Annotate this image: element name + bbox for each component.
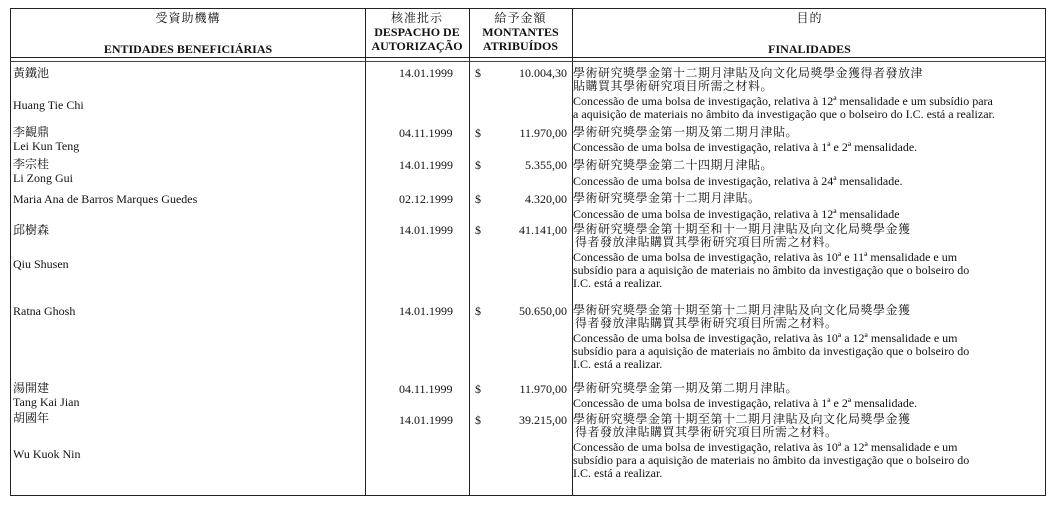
- purpose-pt-line: Concessão de uma bolsa de investigação, relativa às 10ª e 11ª mensalidade e um: [573, 250, 958, 264]
- authorization-date: 14.01.1999: [399, 66, 453, 80]
- beneficiary-name-zh: 邱樹森: [13, 223, 50, 237]
- beneficiary-name-zh: 湯開建: [13, 381, 50, 395]
- header-despacho-zh: 核准批示: [390, 11, 443, 25]
- header-divider: [11, 57, 1045, 58]
- currency-symbol: $: [475, 66, 481, 80]
- header-despacho: [365, 11, 469, 53]
- purpose: [573, 159, 1041, 188]
- beneficiary-name-pt: Li Zong Gui: [13, 171, 73, 185]
- beneficiary-name-pt: Ratna Ghosh: [13, 304, 76, 318]
- purpose-pt-line: Concessão de uma bolsa de investigação, relativa à 1ª e 2ª mensalidade.: [573, 396, 918, 410]
- authorization-date: 14.01.1999: [399, 304, 453, 318]
- header-finalidades: [572, 11, 1047, 56]
- purpose: [573, 304, 1041, 371]
- authorization-date: 02.12.1999: [399, 192, 453, 206]
- purpose: [573, 382, 1041, 410]
- header-montantes: [469, 11, 572, 53]
- purpose-pt-line: a aquisição de materiais no âmbito da investigação que o bolseiro do I.C. está a realizar.: [573, 107, 995, 121]
- purpose-pt-line: subsídio para a aquisição de materiais no âmbito da investigação que o bolseiro do: [573, 263, 970, 277]
- purpose: [573, 126, 1041, 154]
- purpose-pt-line: I.C. está a realizar.: [573, 276, 663, 290]
- amount: 50.650,00: [519, 304, 567, 318]
- beneficiary-name-zh: 李観鼎: [13, 125, 50, 139]
- amount: 11.970,00: [519, 382, 567, 396]
- header-montantes-pt: MONTANTES ATRIBUÍDOS: [482, 25, 559, 53]
- purpose-zh-line: 得者發放津貼購買其學術研究項目所需之材料。: [575, 425, 838, 439]
- header-entities-zh: 受資助機構: [155, 11, 221, 25]
- authorization-date: 14.01.1999: [399, 223, 453, 237]
- purpose-pt-line: Concessão de uma bolsa de investigação, relativa à 12ª mensalidade: [573, 207, 900, 221]
- currency-symbol: $: [475, 223, 481, 237]
- purpose-zh-line: 學術研究獎學金第二十四期月津貼。: [573, 158, 774, 172]
- purpose-zh-line: 學術研究獎學金第十期至第十二期月津貼及向文化局獎學金獲: [573, 412, 911, 426]
- header-despacho-pt: DESPACHO DE AUTORIZAÇÃO: [371, 25, 463, 53]
- currency-symbol: $: [475, 382, 481, 396]
- header-finalidades-pt: FINALIDADES: [768, 42, 851, 56]
- beneficiary-name-zh: 黃鐵池: [13, 66, 50, 80]
- currency-symbol: $: [475, 158, 481, 172]
- currency-symbol: $: [475, 413, 481, 427]
- beneficiary-name-pt: Qiu Shusen: [13, 257, 69, 271]
- purpose-zh-line: 得者發放津貼購買其學術研究項目所需之材料。: [575, 235, 838, 249]
- purpose-pt-line: I.C. está a realizar.: [573, 357, 663, 371]
- beneficiary-name-pt: Huang Tie Chi: [13, 98, 84, 112]
- column-divider: [365, 9, 366, 495]
- purpose-pt-line: Concessão de uma bolsa de investigação, relativa à 12ª mensalidade e um subsídio para: [573, 94, 993, 108]
- header-entities-pt: ENTIDADES BENEFICIÁRIAS: [103, 42, 273, 56]
- authorization-date: 04.11.1999: [399, 126, 453, 140]
- purpose-pt-line: subsídio para a aquisição de materiais no âmbito da investigação que o bolseiro do: [573, 453, 970, 467]
- beneficiary-name-pt: Maria Ana de Barros Marques Guedes: [13, 192, 198, 206]
- purpose-zh-line: 得者發放津貼購買其學術研究項目所需之材料。: [575, 316, 838, 330]
- amount: 11.970,00: [519, 126, 567, 140]
- purpose: [573, 67, 1041, 121]
- purpose-zh-line: 學術研究獎學金第十期至和十一期月津貼及向文化局獎學金獲: [573, 222, 911, 236]
- purpose: [573, 223, 1041, 290]
- purpose-zh-line: 學術研究獎學金第十二期月津貼及向文化局獎學金獲得者發放津: [573, 66, 924, 80]
- amount: 5.355,00: [525, 158, 567, 172]
- purpose-pt-line: I.C. está a realizar.: [573, 466, 663, 480]
- purpose-pt-line: subsídio para a aquisição de materiais no âmbito da investigação que o bolseiro do: [573, 344, 970, 358]
- amount: 39.215,00: [519, 413, 567, 427]
- header-divider: [11, 61, 1045, 62]
- column-divider: [469, 9, 470, 495]
- currency-symbol: $: [475, 192, 481, 206]
- purpose-pt-line: Concessão de uma bolsa de investigação, relativa à 1ª e 2ª mensalidade.: [573, 140, 918, 154]
- beneficiary-name-pt: Lei Kun Teng: [13, 139, 80, 153]
- header-entities: [11, 11, 365, 56]
- purpose-zh-line: 學術研究獎學金第一期及第二期月津貼。: [573, 125, 799, 139]
- authorization-date: 14.01.1999: [399, 158, 453, 172]
- amount: 41.141,00: [519, 223, 567, 237]
- currency-symbol: $: [475, 126, 481, 140]
- purpose-pt-line: Concessão de uma bolsa de investigação, relativa às 10ª a 12ª mensalidade e um: [573, 331, 958, 345]
- authorization-date: 04.11.1999: [399, 382, 453, 396]
- amount: 10.004,30: [519, 66, 567, 80]
- beneficiary-name-pt: Tang Kai Jian: [13, 395, 80, 409]
- beneficiary-name-zh: 李宗桂: [13, 157, 50, 171]
- purpose-zh-line: 學術研究獎學金第一期及第二期月津貼。: [573, 381, 799, 395]
- purpose: [573, 413, 1041, 480]
- grants-table: [10, 8, 1046, 496]
- header-finalidades-zh: 目的: [796, 11, 823, 25]
- purpose-zh-line: 學術研究獎學金第十二期月津貼。: [573, 191, 761, 205]
- purpose-pt-line: Concessão de uma bolsa de investigação, relativa à 24ª mensalidade.: [573, 174, 903, 188]
- header-montantes-zh: 給予金額: [494, 11, 547, 25]
- currency-symbol: $: [475, 304, 481, 318]
- purpose: [573, 192, 1041, 221]
- purpose-zh-line: 學術研究獎學金第十期至第十二期月津貼及向文化局獎學金獲: [573, 303, 911, 317]
- beneficiary-name-zh: 胡國年: [13, 411, 50, 425]
- amount: 4.320,00: [525, 192, 567, 206]
- purpose-zh-line: 貼購買其學術研究項目所需之材料。: [573, 79, 774, 93]
- beneficiary-name-pt: Wu Kuok Nin: [13, 447, 81, 461]
- purpose-pt-line: Concessão de uma bolsa de investigação, relativa às 10ª a 12ª mensalidade e um: [573, 440, 958, 454]
- authorization-date: 14.01.1999: [399, 413, 453, 427]
